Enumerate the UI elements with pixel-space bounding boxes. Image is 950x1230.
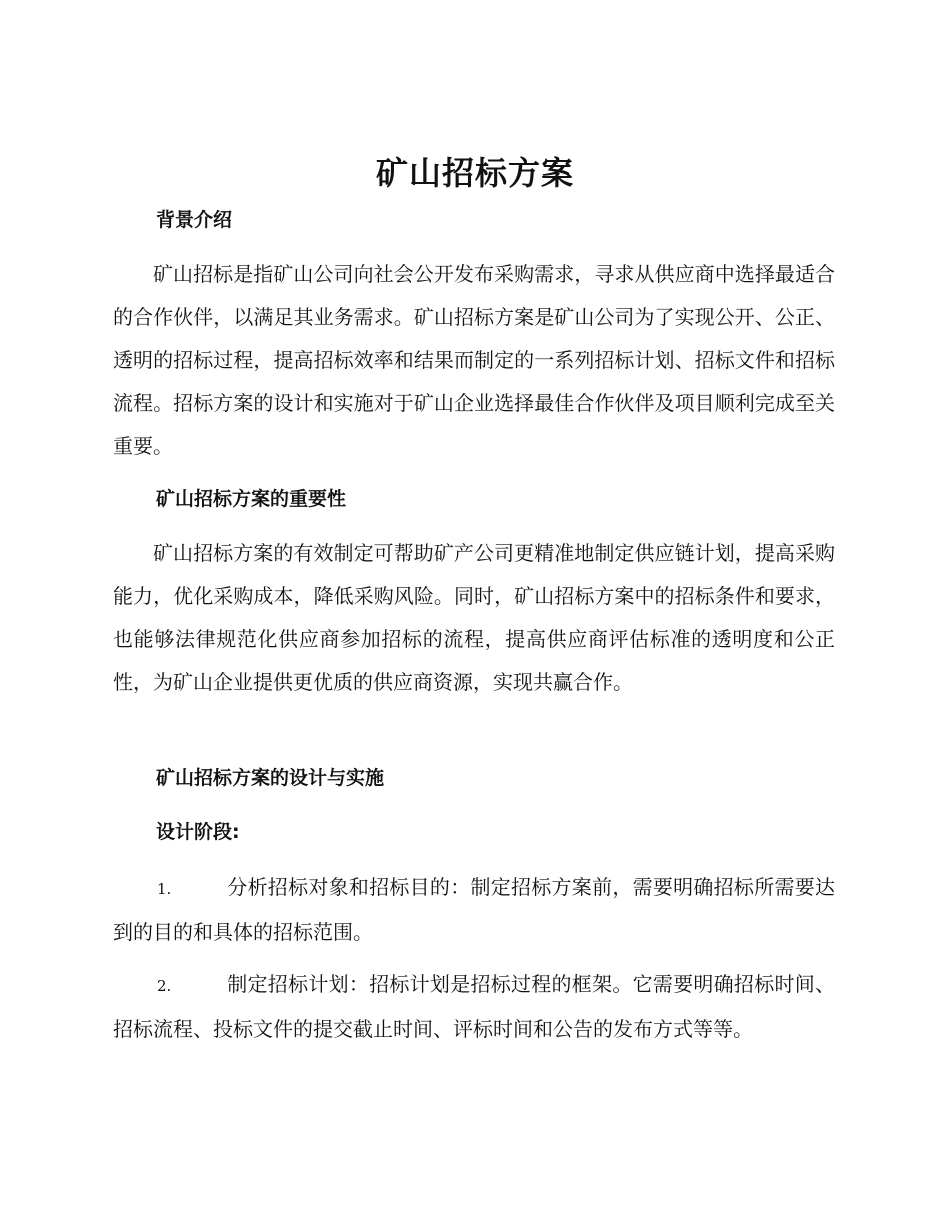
list-item-number: 1. (157, 880, 172, 898)
list-item (113, 866, 835, 954)
section-paragraph-importance: 矿山招标方案的有效制定可帮助矿产公司更精准地制定供应链计划，提高采购能力，优化采购成本，降低采购风险。同时，矿山招标方案中的招标条件和要求，也能够法律规范化供应商参加招标的流程，提高供应商评估标准的透明度和公正性，为矿山企业提供更优质的供应商资源，实现共赢合作。 (113, 541, 835, 694)
list-item-number: 2. (157, 977, 172, 995)
list-item-text: 分析招标对象和招标目的：制定招标方案前，需要明确招标所需要达到的目的和具体的招标范围。 (113, 875, 835, 944)
section-paragraph-background: 矿山招标是指矿山公司向社会公开发布采购需求，寻求从供应商中选择最适合的合作伙伴，以满足其业务需求。矿山招标方案是矿山公司为了实现公开、公正、透明的招标过程，提高招标效率和结果而制定的一系列招标计划、招标文件和招标流程。招标方案的设计和实施对于矿山企业选择最佳合作伙伴及项目顺利完成至关重要。 (113, 262, 835, 458)
section-heading-design-stage: 设计阶段: (156, 821, 240, 843)
section-heading-importance: 矿山招标方案的重要性 (156, 488, 347, 510)
section-heading-design-implementation: 矿山招标方案的设计与实施 (156, 767, 385, 789)
list-item (113, 963, 835, 1051)
document-title: 矿山招标方案 (375, 154, 574, 192)
list-item-text: 制定招标计划：招标计划是招标过程的框架。它需要明确招标时间、招标流程、投标文件的提交截止时间、评标时间和公告的发布方式等等。 (113, 972, 835, 1041)
section-heading-background: 背景介绍 (156, 209, 233, 231)
